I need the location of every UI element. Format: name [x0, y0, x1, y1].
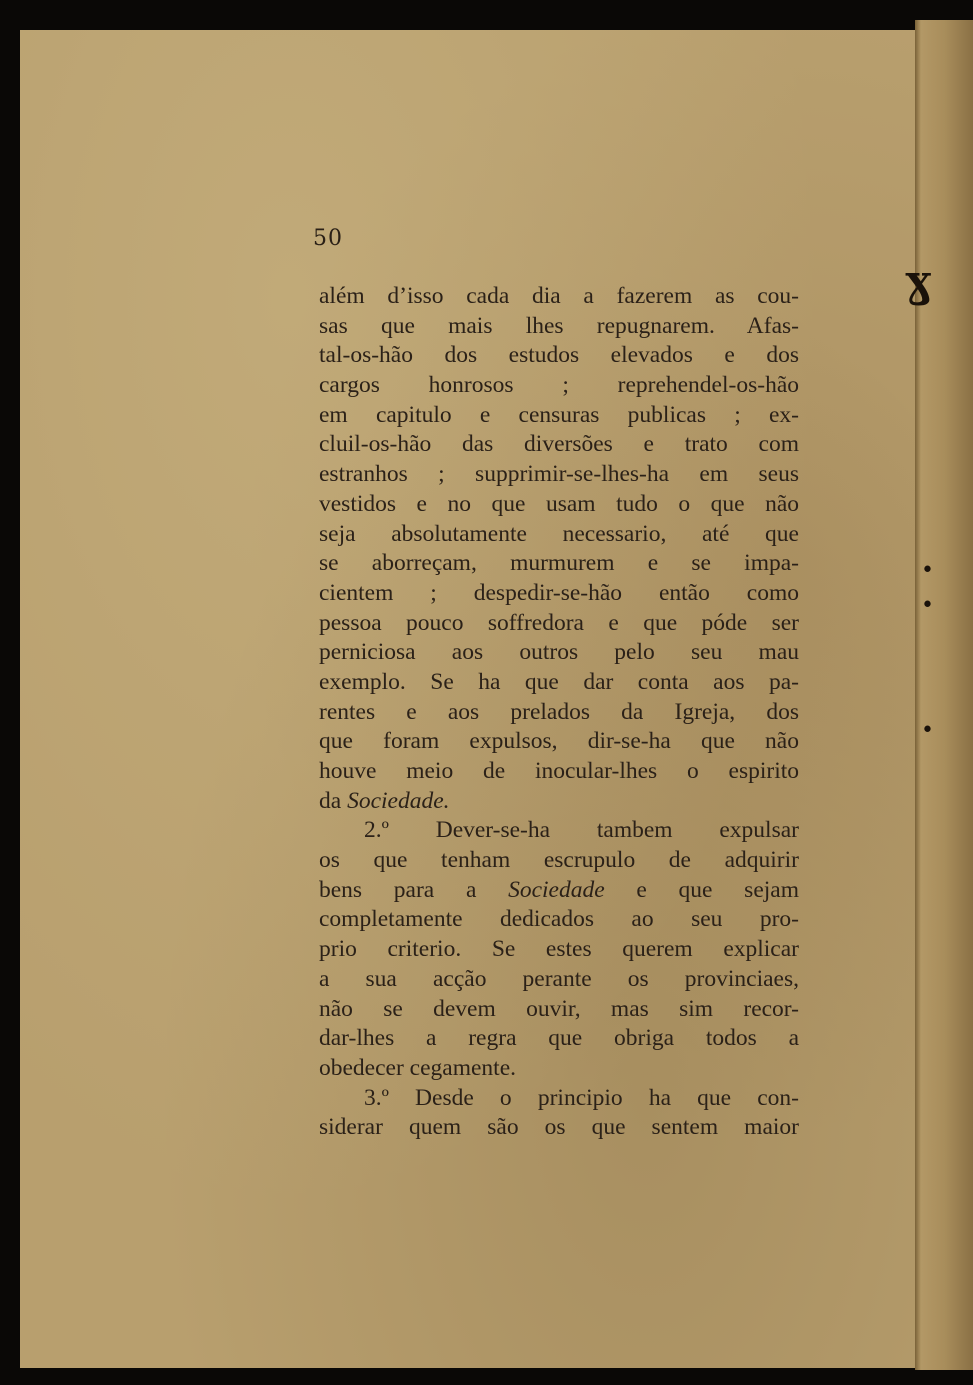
text-line: completamente dedicados ao seu pro-: [319, 906, 799, 933]
text-line: a sua acção perante os provinciaes,: [319, 965, 799, 992]
text-line: não se devem ouvir, mas sim recor-: [319, 995, 799, 1022]
text-line: pessoa pouco soffredora e que póde ser: [319, 609, 799, 636]
adjacent-page-edge: [905, 20, 973, 1370]
text-line: rentes e aos prelados da Igreja, dos: [319, 698, 799, 725]
paragraph-2-start: 2.º Dever-se-ha tambem expulsar: [364, 817, 799, 844]
text-line: dar-lhes a regra que obriga todos a: [319, 1025, 799, 1052]
text-line-sociedade: bens para a Sociedade e que sejam: [319, 876, 799, 903]
edge-dot-mark: •: [921, 593, 934, 618]
text-line: sas que mais lhes repugnarem. Afas-: [319, 312, 799, 339]
edge-glyph-mark: ɣ: [905, 256, 932, 307]
italic-word: Sociedade.: [347, 787, 450, 814]
page-number: 50: [313, 226, 343, 251]
body-text: [319, 282, 799, 1143]
text-line-sociedade: da Sociedade.: [319, 787, 450, 814]
text-line: além d’isso cada dia a fazerem as cou-: [319, 283, 799, 309]
text-line: houve meio de inocular-lhes o espirito: [319, 758, 799, 784]
italic-word: Sociedade: [508, 876, 605, 903]
text-line: se aborreçam, murmurem e se impa-: [319, 550, 799, 577]
book-page: [20, 30, 915, 1368]
text-line: cluil-os-hão das diversões e trato com: [319, 431, 799, 458]
text-line: cientem ; despedir-se-hão então como: [319, 579, 799, 606]
edge-dot-mark: •: [921, 558, 934, 583]
text-line: siderar quem são os que sentem maior: [319, 1114, 799, 1141]
text-line: prio criterio. Se estes querem explicar: [319, 936, 799, 963]
text-line: tal-os-hão dos estudos elevados e dos: [319, 342, 799, 369]
text-line: cargos honrosos ; reprehendel-os-hão: [319, 372, 799, 399]
text-line: obedecer cegamente.: [319, 1054, 517, 1081]
text-line: exemplo. Se ha que dar conta aos pa-: [319, 668, 799, 695]
text-line: perniciosa aos outros pelo seu mau: [319, 639, 799, 666]
text-line: em capitulo e censuras publicas ; ex-: [319, 401, 799, 428]
paragraph-3-start: 3.º Desde o principio ha que con-: [364, 1084, 799, 1111]
text-line: que foram expulsos, dir-se-ha que não: [319, 728, 799, 755]
edge-dot-mark: •: [921, 718, 934, 743]
text-line: os que tenham escrupulo de adquirir: [319, 847, 799, 874]
text-line: seja absolutamente necessario, até que: [319, 520, 799, 547]
text-line: vestidos e no que usam tudo o que não: [319, 490, 799, 517]
text-line: estranhos ; supprimir-se-lhes-ha em seus: [319, 461, 799, 488]
